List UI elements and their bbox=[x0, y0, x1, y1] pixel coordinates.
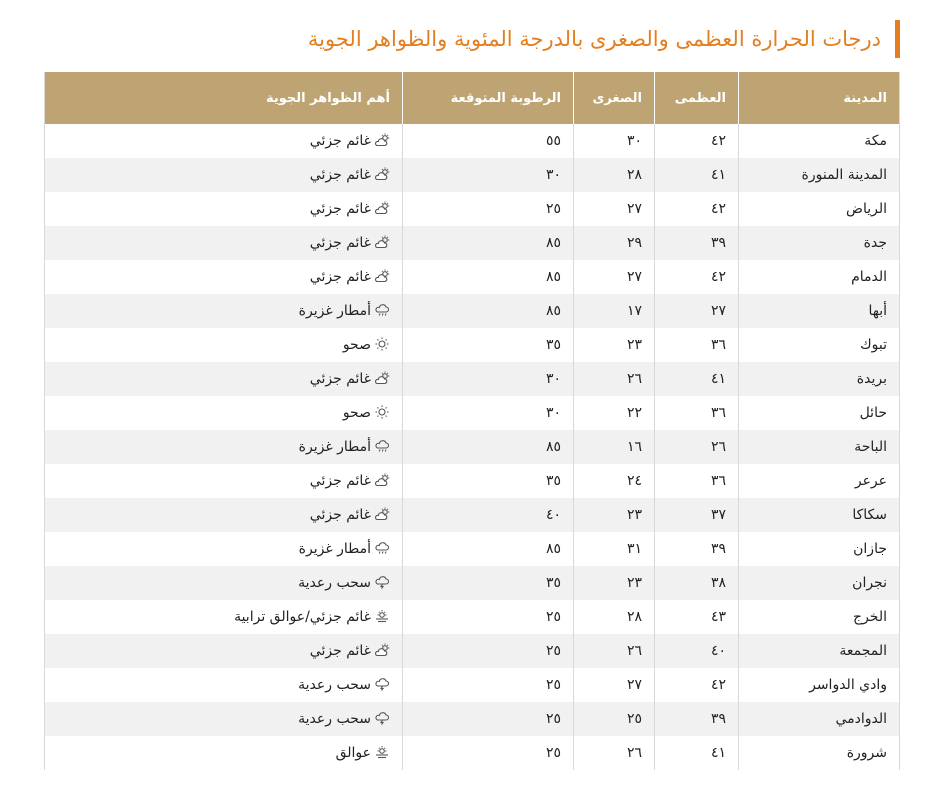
cell-min: ٢٣ bbox=[574, 566, 655, 600]
table-row bbox=[45, 634, 900, 668]
heavy-rain-icon bbox=[374, 439, 390, 453]
header-humidity: الرطوبة المتوقعة bbox=[403, 72, 574, 124]
sunny-icon bbox=[374, 337, 390, 351]
cell-min: ٢٩ bbox=[574, 226, 655, 260]
header-phenomena: أهم الظواهر الجوية bbox=[45, 72, 403, 124]
cell-city: بريدة bbox=[739, 362, 900, 396]
cell-humidity: ٣٠ bbox=[403, 362, 574, 396]
cell-city: عرعر bbox=[739, 464, 900, 498]
cell-humidity: ٨٥ bbox=[403, 226, 574, 260]
cell-max: ٤٢ bbox=[655, 124, 739, 158]
cell-phenomenon bbox=[45, 566, 403, 600]
cell-max: ٣٦ bbox=[655, 396, 739, 430]
cell-humidity: ٤٠ bbox=[403, 498, 574, 532]
sunny-icon bbox=[374, 405, 390, 419]
phenomenon-label: سحب رعدية bbox=[298, 677, 371, 693]
cell-city: وادي الدواسر bbox=[739, 668, 900, 702]
cell-city: سكاكا bbox=[739, 498, 900, 532]
cell-min: ٢٣ bbox=[574, 498, 655, 532]
table-row bbox=[45, 226, 900, 260]
table-row bbox=[45, 498, 900, 532]
phenomenon-label: سحب رعدية bbox=[298, 711, 371, 727]
cell-min: ٢٦ bbox=[574, 736, 655, 770]
cell-min: ٢٧ bbox=[574, 260, 655, 294]
cell-humidity: ٣٥ bbox=[403, 464, 574, 498]
cell-humidity: ٢٥ bbox=[403, 702, 574, 736]
cell-humidity: ٢٥ bbox=[403, 192, 574, 226]
cell-max: ٣٦ bbox=[655, 328, 739, 362]
table-row bbox=[45, 294, 900, 328]
table-row bbox=[45, 464, 900, 498]
phenomenon-label: غائم جزئي bbox=[309, 643, 371, 659]
cell-max: ٤٣ bbox=[655, 600, 739, 634]
cell-city: الباحة bbox=[739, 430, 900, 464]
cell-max: ٣٩ bbox=[655, 226, 739, 260]
title-section bbox=[44, 20, 900, 58]
cell-city: الخرج bbox=[739, 600, 900, 634]
cell-max: ٤١ bbox=[655, 158, 739, 192]
phenomenon-label: غائم جزئي bbox=[309, 473, 371, 489]
partly-cloudy-icon bbox=[374, 167, 390, 181]
cell-city: المدينة المنورة bbox=[739, 158, 900, 192]
cell-city: نجران bbox=[739, 566, 900, 600]
cell-phenomenon bbox=[45, 464, 403, 498]
cell-phenomenon bbox=[45, 362, 403, 396]
title-accent-bar bbox=[895, 20, 900, 58]
table-row bbox=[45, 124, 900, 158]
cell-city: الدمام bbox=[739, 260, 900, 294]
cell-phenomenon bbox=[45, 158, 403, 192]
table-row bbox=[45, 328, 900, 362]
partly-cloudy-icon bbox=[374, 643, 390, 657]
page-title: درجات الحرارة العظمى والصغرى بالدرجة المئوية والظواهر الجوية bbox=[307, 27, 881, 51]
table-row bbox=[45, 600, 900, 634]
table-row bbox=[45, 158, 900, 192]
cell-max: ٤١ bbox=[655, 736, 739, 770]
cell-max: ٢٦ bbox=[655, 430, 739, 464]
cell-phenomenon bbox=[45, 192, 403, 226]
cell-city: الدوادمي bbox=[739, 702, 900, 736]
table-body bbox=[45, 124, 900, 770]
table-row bbox=[45, 260, 900, 294]
cell-humidity: ٣٥ bbox=[403, 328, 574, 362]
phenomenon-label: عوالق bbox=[335, 745, 371, 761]
partly-cloudy-icon bbox=[374, 371, 390, 385]
table-row bbox=[45, 532, 900, 566]
cell-max: ٤١ bbox=[655, 362, 739, 396]
phenomenon-label: غائم جزئي bbox=[309, 133, 371, 149]
cell-phenomenon bbox=[45, 702, 403, 736]
dust-icon bbox=[374, 745, 390, 759]
cell-min: ٢٨ bbox=[574, 600, 655, 634]
phenomenon-label: أمطار غزيرة bbox=[298, 541, 371, 557]
cell-phenomenon bbox=[45, 600, 403, 634]
phenomenon-label: غائم جزئي bbox=[309, 167, 371, 183]
cell-city: جازان bbox=[739, 532, 900, 566]
thunder-cloud-icon bbox=[374, 575, 390, 589]
table-row bbox=[45, 736, 900, 770]
dust-icon bbox=[374, 609, 390, 623]
partly-cloudy-icon bbox=[374, 201, 390, 215]
cell-phenomenon bbox=[45, 294, 403, 328]
cell-min: ٣١ bbox=[574, 532, 655, 566]
cell-city: حائل bbox=[739, 396, 900, 430]
header-max: العظمى bbox=[655, 72, 739, 124]
cell-humidity: ٢٥ bbox=[403, 736, 574, 770]
phenomenon-label: أمطار غزيرة bbox=[298, 439, 371, 455]
cell-humidity: ٥٥ bbox=[403, 124, 574, 158]
partly-cloudy-icon bbox=[374, 473, 390, 487]
phenomenon-label: غائم جزئي bbox=[309, 269, 371, 285]
cell-humidity: ٢٥ bbox=[403, 634, 574, 668]
cell-max: ٤٢ bbox=[655, 668, 739, 702]
cell-humidity: ٣٠ bbox=[403, 396, 574, 430]
cell-city: مكة bbox=[739, 124, 900, 158]
cell-min: ١٧ bbox=[574, 294, 655, 328]
phenomenon-label: غائم جزئي/عوالق ترابية bbox=[234, 609, 371, 625]
thunder-cloud-icon bbox=[374, 711, 390, 725]
cell-min: ١٦ bbox=[574, 430, 655, 464]
heavy-rain-icon bbox=[374, 303, 390, 317]
cell-phenomenon bbox=[45, 634, 403, 668]
cell-min: ٣٠ bbox=[574, 124, 655, 158]
partly-cloudy-icon bbox=[374, 269, 390, 283]
cell-max: ٢٧ bbox=[655, 294, 739, 328]
cell-min: ٢٣ bbox=[574, 328, 655, 362]
phenomenon-label: غائم جزئي bbox=[309, 201, 371, 217]
table-row bbox=[45, 192, 900, 226]
cell-humidity: ٨٥ bbox=[403, 430, 574, 464]
cell-phenomenon bbox=[45, 226, 403, 260]
cell-min: ٢٧ bbox=[574, 192, 655, 226]
cell-min: ٢٢ bbox=[574, 396, 655, 430]
table-row bbox=[45, 668, 900, 702]
cell-phenomenon bbox=[45, 736, 403, 770]
header-min: الصغرى bbox=[574, 72, 655, 124]
table-row bbox=[45, 702, 900, 736]
cell-min: ٢٨ bbox=[574, 158, 655, 192]
cell-phenomenon bbox=[45, 668, 403, 702]
cell-max: ٣٧ bbox=[655, 498, 739, 532]
phenomenon-label: غائم جزئي bbox=[309, 235, 371, 251]
cell-phenomenon bbox=[45, 498, 403, 532]
table-row bbox=[45, 362, 900, 396]
cell-min: ٢٤ bbox=[574, 464, 655, 498]
cell-humidity: ٨٥ bbox=[403, 260, 574, 294]
cell-min: ٢٦ bbox=[574, 362, 655, 396]
cell-humidity: ٢٥ bbox=[403, 600, 574, 634]
heavy-rain-icon bbox=[374, 541, 390, 555]
cell-phenomenon bbox=[45, 260, 403, 294]
cell-humidity: ٨٥ bbox=[403, 294, 574, 328]
cell-city: الرياض bbox=[739, 192, 900, 226]
cell-city: المجمعة bbox=[739, 634, 900, 668]
phenomenon-label: غائم جزئي bbox=[309, 371, 371, 387]
thunder-cloud-icon bbox=[374, 677, 390, 691]
phenomenon-label: سحب رعدية bbox=[298, 575, 371, 591]
cell-max: ٤٢ bbox=[655, 192, 739, 226]
cell-city: أبها bbox=[739, 294, 900, 328]
cell-max: ٣٨ bbox=[655, 566, 739, 600]
cell-city: تبوك bbox=[739, 328, 900, 362]
cell-max: ٣٦ bbox=[655, 464, 739, 498]
partly-cloudy-icon bbox=[374, 235, 390, 249]
cell-phenomenon bbox=[45, 396, 403, 430]
partly-cloudy-icon bbox=[374, 133, 390, 147]
cell-min: ٢٧ bbox=[574, 668, 655, 702]
cell-min: ٢٦ bbox=[574, 634, 655, 668]
phenomenon-label: صحو bbox=[342, 337, 371, 353]
phenomenon-label: أمطار غزيرة bbox=[298, 303, 371, 319]
table-row bbox=[45, 396, 900, 430]
table-header bbox=[45, 72, 900, 124]
header-row bbox=[45, 72, 900, 124]
cell-humidity: ٨٥ bbox=[403, 532, 574, 566]
cell-max: ٤٢ bbox=[655, 260, 739, 294]
table-row bbox=[45, 566, 900, 600]
phenomenon-label: صحو bbox=[342, 405, 371, 421]
cell-min: ٢٥ bbox=[574, 702, 655, 736]
header-city: المدينة bbox=[739, 72, 900, 124]
cell-city: جدة bbox=[739, 226, 900, 260]
cell-phenomenon bbox=[45, 124, 403, 158]
cell-humidity: ٢٥ bbox=[403, 668, 574, 702]
cell-humidity: ٣٥ bbox=[403, 566, 574, 600]
cell-max: ٣٩ bbox=[655, 702, 739, 736]
table-row bbox=[45, 430, 900, 464]
cell-humidity: ٣٠ bbox=[403, 158, 574, 192]
partly-cloudy-icon bbox=[374, 507, 390, 521]
cell-max: ٣٩ bbox=[655, 532, 739, 566]
cell-phenomenon bbox=[45, 430, 403, 464]
phenomenon-label: غائم جزئي bbox=[309, 507, 371, 523]
weather-table bbox=[44, 72, 900, 770]
cell-city: شرورة bbox=[739, 736, 900, 770]
cell-phenomenon bbox=[45, 532, 403, 566]
cell-max: ٤٠ bbox=[655, 634, 739, 668]
cell-phenomenon bbox=[45, 328, 403, 362]
